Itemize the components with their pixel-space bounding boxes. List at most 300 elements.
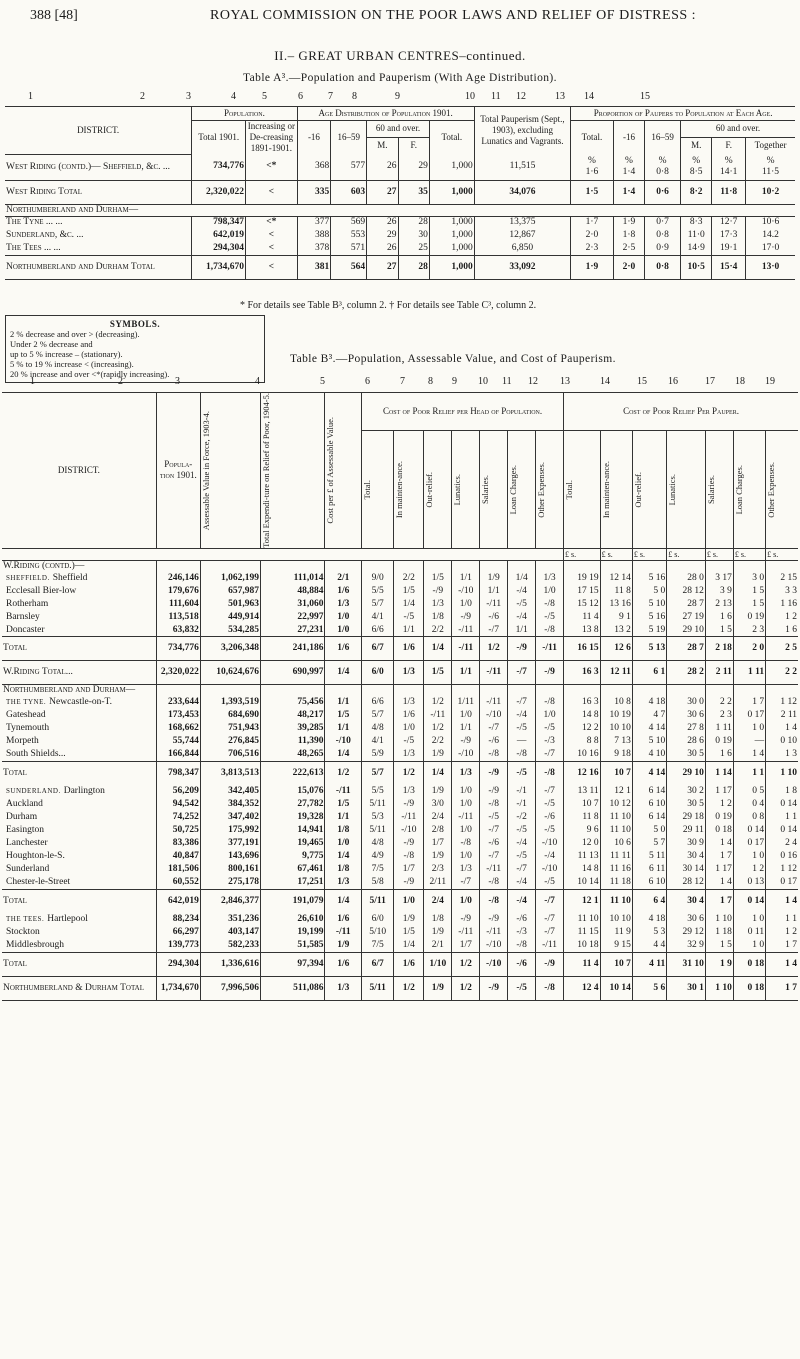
empty-cell (156, 685, 200, 697)
cell-value: 3,813,513 (200, 761, 260, 785)
cell-value: 26 (367, 154, 398, 180)
cell-value: 11 10 (564, 913, 601, 926)
district-name (2, 598, 156, 611)
cell-value: -/9 (424, 585, 452, 598)
sub-header-text: Salaries. (480, 475, 491, 505)
column-number: 6 (365, 376, 370, 387)
cell-value: -/10 (536, 863, 564, 876)
cell-value: 5/11 (362, 889, 394, 913)
cell-value: 1 2 (766, 611, 798, 624)
cell-value: 4 18 (632, 913, 666, 926)
sub-header-text: Lunatics. (452, 473, 463, 506)
cell-value: 275,178 (200, 876, 260, 889)
table-a3 (5, 106, 795, 280)
cell-value: 6/0 (362, 913, 394, 926)
cell-value: 168,662 (156, 722, 200, 735)
empty-cell (705, 685, 733, 697)
cell-value: 6 4 (632, 889, 666, 913)
cell-value: 5/8 (362, 876, 394, 889)
cell-value: 2,320,022 (192, 180, 246, 204)
sub-header-text: Loan Charges. (508, 464, 519, 515)
district-name (2, 863, 156, 876)
cell-value: 1/3 (394, 696, 424, 709)
cell-value: 26 (367, 242, 398, 255)
per-pauper-header: Cost of Poor Relief Per Pauper. (564, 393, 798, 431)
total-row (5, 255, 795, 279)
district-name: West Riding Total (5, 180, 192, 204)
cell-value: 181,506 (156, 863, 200, 876)
empty-cell (667, 685, 706, 697)
district-name (2, 661, 156, 685)
cell-value (746, 154, 795, 180)
district-name-text: Stockton (6, 927, 40, 938)
cell-value: 1 18 (705, 926, 733, 939)
table-row (2, 696, 798, 709)
column-number: 12 (528, 376, 538, 387)
column-number: 14 (600, 376, 610, 387)
cell-value: -/7 (480, 722, 508, 735)
cell-value: 5 0 (632, 585, 666, 598)
cell-value: 2 3 (705, 709, 733, 722)
cell-value: 1/6 (394, 952, 424, 976)
cell-value: 0·8 (645, 255, 681, 279)
cell-value: < (246, 255, 298, 279)
district-name (2, 722, 156, 735)
cell-value: 1 4 (766, 722, 798, 735)
sub-header (564, 431, 601, 549)
cell-value: -/5 (394, 611, 424, 624)
cell-value: 0 17 (733, 709, 765, 722)
cell-value: 1 0 (733, 850, 765, 863)
table-b3-title: Table B³.—Population, Assessable Value, and Cost of Pauperism. (290, 353, 616, 365)
cell-value: 2/8 (424, 824, 452, 837)
cell-value: -/11 (452, 811, 480, 824)
cell-value: 3 9 (705, 585, 733, 598)
cell-value: 19,465 (261, 837, 325, 850)
district-name (2, 926, 156, 939)
sub-header (362, 431, 394, 549)
cell-value: 0 18 (733, 952, 765, 976)
cell-value: 0·8 (645, 229, 681, 242)
sub-header-text: In mainten-ance. (600, 460, 611, 519)
cell-value: 1/0 (452, 785, 480, 798)
sub-header (600, 431, 632, 549)
cell-value: 1,062,199 (200, 572, 260, 585)
district-name (2, 735, 156, 748)
symbols-title: SYMBOLS. (109, 319, 161, 329)
cell-value: 501,963 (200, 598, 260, 611)
table-row (5, 229, 795, 242)
cell-value: -/9 (394, 876, 424, 889)
empty-cell (362, 685, 394, 697)
empty-cell (362, 560, 394, 572)
cell-value: 51,585 (261, 939, 325, 952)
empty-cell (733, 685, 765, 697)
cell-value: 0 5 (733, 785, 765, 798)
cell-value: 1/8 (424, 611, 452, 624)
cell-value: -/4 (508, 585, 536, 598)
cell-value: 5/11 (362, 824, 394, 837)
cell-value: 29 (367, 229, 398, 242)
cell-value: 16 15 (564, 637, 601, 661)
cell-value: 12 6 (600, 637, 632, 661)
cell-value: 2 4 (766, 837, 798, 850)
empty-cell (600, 560, 632, 572)
cell-value: -/9 (508, 637, 536, 661)
cell-value: 3 0 (733, 572, 765, 585)
cell-value: -/11 (424, 709, 452, 722)
cell-value: 2/4 (424, 811, 452, 824)
cell-value: 1 7 (705, 850, 733, 863)
sub-header (536, 431, 564, 549)
pound-unit: £ (565, 549, 570, 559)
cell-value: 388 (297, 229, 331, 242)
cell-value: 2 2 (705, 696, 733, 709)
cell-value: 9 6 (564, 824, 601, 837)
sub-header (705, 431, 733, 549)
empty-cell (480, 560, 508, 572)
cell-value: 67,461 (261, 863, 325, 876)
cell-value (712, 154, 746, 180)
cell-value: 175,992 (200, 824, 260, 837)
cell-value: -/4 (508, 709, 536, 722)
column-number: 2 (140, 91, 145, 102)
district-name-text: Total (3, 958, 27, 969)
cell-value: 10·6 (746, 216, 795, 229)
cell-value: 2 3 (733, 624, 765, 637)
cell-value: 1/2 (424, 722, 452, 735)
cell-value: 1/6 (394, 709, 424, 722)
cell-value: 12 14 (600, 572, 632, 585)
under-16-header: -16 (297, 121, 331, 155)
sub-header-text: Total. (564, 479, 575, 500)
cell-value: 6 11 (632, 863, 666, 876)
cell-value: 1 10 (766, 761, 798, 785)
cell-value: 1/2 (325, 761, 362, 785)
cell-value: 28 12 (667, 585, 706, 598)
cell-value: -/9 (480, 785, 508, 798)
cell-value: 11 8 (564, 811, 601, 824)
column-number: 15 (637, 376, 647, 387)
cell-value: 2,846,377 (200, 889, 260, 913)
cell-value: 30 5 (667, 798, 706, 811)
cell-value: 1 4 (733, 748, 765, 761)
cell-value: 30 4 (667, 889, 706, 913)
cell-value: 1 12 (766, 696, 798, 709)
cell-value: 13,375 (474, 216, 570, 229)
cell-value: 27,782 (261, 798, 325, 811)
cell-value: 5/7 (362, 598, 394, 611)
cell-value: 111,014 (261, 572, 325, 585)
running-title: ROYAL COMMISSION ON THE POOR LAWS AND RELIEF OF DISTRESS : (210, 8, 697, 23)
cell-value: 6 1 (632, 661, 666, 685)
cell-value: -/6 (480, 611, 508, 624)
cell-value: 0 8 (733, 811, 765, 824)
cell-value: -/10 (452, 748, 480, 761)
shilling-unit: s. (607, 549, 613, 559)
district-name-text: Morpeth (6, 736, 39, 747)
district-name-text: Sunderland (6, 864, 50, 875)
cell-value: 342,405 (200, 785, 260, 798)
cell-value: -/11 (536, 939, 564, 952)
empty-cell (200, 560, 260, 572)
percent-sign: % (724, 155, 733, 166)
cell-value: 30 9 (667, 837, 706, 850)
cell-value: 2/1 (325, 572, 362, 585)
cell-value: 12 2 (564, 722, 601, 735)
sub-header-text: Salaries. (705, 475, 716, 505)
cell-value: 13 8 (564, 624, 601, 637)
cell-value: 2 2 (766, 661, 798, 685)
total-row (2, 661, 798, 685)
cell-value: 1,734,670 (156, 976, 200, 1000)
cell-value: 10 14 (600, 976, 632, 1000)
cell-value: 0 18 (733, 976, 765, 1000)
cell-value: 1,000 (429, 216, 474, 229)
empty-cell (564, 685, 601, 697)
cell-value: 11 15 (564, 926, 601, 939)
empty-cell (424, 685, 452, 697)
cell-value: 534,285 (200, 624, 260, 637)
pound-unit: £ (706, 549, 711, 559)
empty-cell (600, 685, 632, 697)
prop-female-header: F. (712, 137, 746, 154)
cell-value: -/10 (325, 735, 362, 748)
cell-value: 1·4 (622, 166, 636, 177)
column-number: 16 (668, 376, 678, 387)
cell-value: 1/9 (424, 785, 452, 798)
cell-value: 1 5 (705, 939, 733, 952)
cell-value: 241,186 (261, 637, 325, 661)
cell-value: 10 7 (564, 798, 601, 811)
column-number: 12 (516, 91, 526, 102)
cell-value: 4 14 (632, 761, 666, 785)
cell-value: 111,604 (156, 598, 200, 611)
cell-value: 191,079 (261, 889, 325, 913)
cell-value: -/5 (536, 611, 564, 624)
cell-value: 30 (398, 229, 429, 242)
cell-value: 377 (297, 216, 331, 229)
district-name (2, 624, 156, 637)
cell-value: 19,328 (261, 811, 325, 824)
cell-value: 657,987 (200, 585, 260, 598)
cell-value: 4/9 (362, 850, 394, 863)
cell-value: 1,000 (429, 154, 474, 180)
cell-value: 1 12 (766, 863, 798, 876)
total-row (5, 180, 795, 204)
cell-value: 32 9 (667, 939, 706, 952)
cell-value: 10 18 (564, 939, 601, 952)
cell-value: 1 4 (705, 837, 733, 850)
cell-value: 798,347 (192, 216, 246, 229)
cell-value: 5 6 (632, 976, 666, 1000)
cell-value: 553 (331, 229, 367, 242)
cell-value: 19,199 (261, 926, 325, 939)
cell-value: 66,297 (156, 926, 200, 939)
cell-value: 29 10 (667, 761, 706, 785)
cell-value: -/8 (508, 939, 536, 952)
cell-value: 706,516 (200, 748, 260, 761)
cell-value: 1 2 (705, 798, 733, 811)
cell-value: -/8 (536, 624, 564, 637)
cell-value: -/8 (480, 748, 508, 761)
cell-value: 2·3 (571, 242, 614, 255)
cell-value: 1/4 (394, 939, 424, 952)
empty-cell (325, 560, 362, 572)
cell-value: 2 13 (705, 598, 733, 611)
empty-cell (536, 685, 564, 697)
district-name-text: Middlesbrough (6, 940, 65, 951)
table-row (2, 926, 798, 939)
cell-value: 571 (331, 242, 367, 255)
cell-value: 33,092 (474, 255, 570, 279)
total-row (2, 889, 798, 913)
column-number: 5 (262, 91, 267, 102)
cell-value: 1 6 (766, 624, 798, 637)
prop-16-59-header: 16–59 (645, 121, 681, 155)
shilling-unit: s. (712, 549, 719, 559)
cell-value: 39,285 (261, 722, 325, 735)
cell-value: 449,914 (200, 611, 260, 624)
prop-under-16-header: -16 (613, 121, 644, 155)
cell-value: 1/10 (424, 952, 452, 976)
cell-value: 11·8 (712, 180, 746, 204)
cell-value: -/8 (394, 850, 424, 863)
cell-value: 1/9 (424, 976, 452, 1000)
cell-value: 1/9 (424, 850, 452, 863)
cell-value: 1 16 (766, 598, 798, 611)
cell-value: 6 14 (632, 811, 666, 824)
empty-cell (508, 560, 536, 572)
cell-value: -/8 (480, 889, 508, 913)
district-name (2, 876, 156, 889)
symbols-line: 2 % decrease and over > (decreasing). (10, 329, 140, 339)
cell-value: -/10 (452, 585, 480, 598)
cell-value: 294,304 (156, 952, 200, 976)
cell-value: -/5 (480, 811, 508, 824)
cell-value: 28 0 (667, 572, 706, 585)
cell-value: < (246, 180, 298, 204)
district-name-text: Tynemouth (6, 723, 50, 734)
cell-value: 734,776 (156, 637, 200, 661)
cell-value: -/9 (452, 913, 480, 926)
cell-value: 0·7 (645, 216, 681, 229)
sub-header (480, 431, 508, 549)
cell-value: 1/0 (452, 798, 480, 811)
cell-value: 27 8 (667, 722, 706, 735)
cell-value: 10 16 (564, 748, 601, 761)
cell-value: -/10 (394, 824, 424, 837)
cell-value: 12·7 (712, 216, 746, 229)
empty-cell (394, 560, 424, 572)
symbols-line: Under 2 % decrease and (10, 339, 93, 349)
cell-value: 5/5 (362, 785, 394, 798)
district-header: DISTRICT. (2, 393, 156, 549)
cell-value: 1 14 (705, 761, 733, 785)
cell-value: 377,191 (200, 837, 260, 850)
cell-value: 1/3 (452, 863, 480, 876)
cell-value: 4/1 (362, 735, 394, 748)
district-name (2, 748, 156, 761)
cell-value: -/8 (452, 837, 480, 850)
cell-value: 276,845 (200, 735, 260, 748)
district-name: Northumberland and Durham Total (5, 255, 192, 279)
district-name-text: Darlington (63, 786, 105, 797)
cell-value: 1/0 (325, 624, 362, 637)
prop-male-header: M. (681, 137, 712, 154)
cell-value: -/9 (452, 735, 480, 748)
cell-value: -/10 (536, 837, 564, 850)
cell-value: 246,146 (156, 572, 200, 585)
cell-value: 139,773 (156, 939, 200, 952)
cell-value: 1·9 (571, 255, 614, 279)
cell-value: 1 7 (766, 976, 798, 1000)
district-name (2, 709, 156, 722)
cell-value: 4 4 (632, 939, 666, 952)
cell-value: 14·1 (720, 166, 738, 177)
cell-value: < (246, 242, 298, 255)
cell-value: -/5 (536, 876, 564, 889)
cell-value: 6/7 (362, 952, 394, 976)
cell-value: 29 (398, 154, 429, 180)
sub-header (632, 431, 666, 549)
cell-value: -/11 (394, 811, 424, 824)
cell-value: 12,867 (474, 229, 570, 242)
cell-value: -/6 (508, 913, 536, 926)
cell-value: -/5 (508, 598, 536, 611)
table-row (2, 624, 798, 637)
cell-value: 1 7 (705, 889, 733, 913)
unit-label (733, 548, 765, 560)
cell-value: 14·9 (681, 242, 712, 255)
cell-value: 10 19 (600, 709, 632, 722)
district-name (2, 696, 156, 709)
percent-sign: % (658, 155, 667, 166)
section-title: II.– GREAT URBAN CENTRES–continued. (274, 48, 526, 63)
cell-value: 5 13 (632, 637, 666, 661)
cell-value: 1 17 (705, 863, 733, 876)
cell-value: 88,234 (156, 913, 200, 926)
cell-value: -/5 (536, 722, 564, 735)
cell-value: 2 0 (733, 637, 765, 661)
cell-value: 12 0 (564, 837, 601, 850)
cell-value: 83,386 (156, 837, 200, 850)
percent-sign: % (588, 155, 596, 166)
district-name (2, 811, 156, 824)
sub-header-text: Total. (362, 479, 373, 500)
cell-value: 28 (398, 255, 429, 279)
cell-value: 6 10 (632, 798, 666, 811)
cell-value: 2 11 (766, 709, 798, 722)
cell-value: -/9 (480, 761, 508, 785)
cell-value: 642,019 (192, 229, 246, 242)
cell-value: 0 19 (733, 611, 765, 624)
cell-value: 30 5 (667, 748, 706, 761)
sub-header-text: Out-relief. (424, 471, 435, 508)
spacer (2, 548, 564, 560)
empty-cell (766, 685, 798, 697)
cell-value: 26,610 (261, 913, 325, 926)
cost-per-pound-header (325, 393, 362, 549)
cell-value: 16 3 (564, 661, 601, 685)
cell-value: 9 18 (600, 748, 632, 761)
cell-value: 11 11 (600, 850, 632, 863)
cell-value (681, 154, 712, 180)
pound-unit: £ (668, 549, 673, 559)
table-a3-title: Table A³.—Population and Pauperism (With Age Distribution). (243, 72, 557, 84)
cell-value: 6 10 (632, 876, 666, 889)
cell-value: 2/2 (394, 572, 424, 585)
